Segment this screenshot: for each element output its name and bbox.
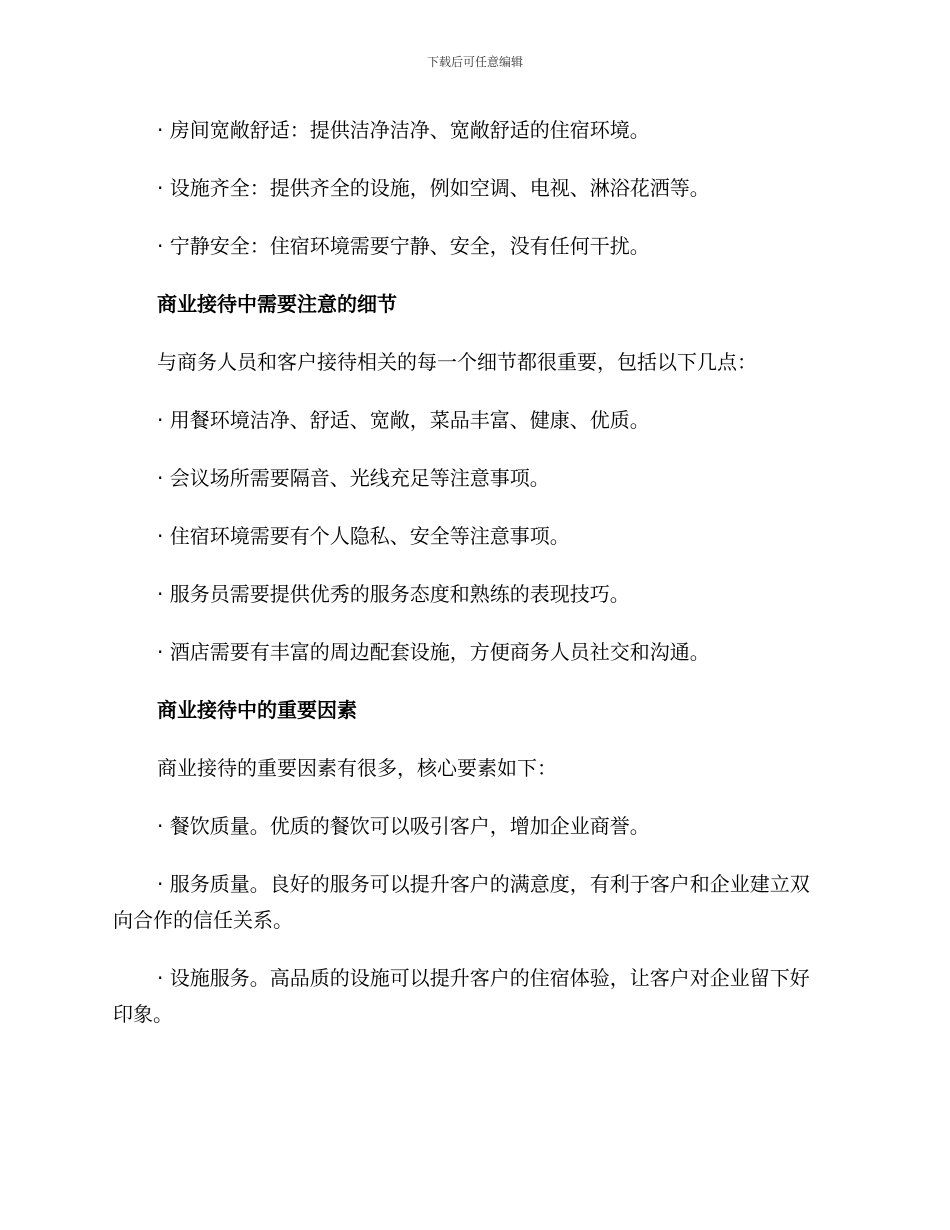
bullet-quiet-safe: · 宁静安全：住宿环境需要宁静、安全，没有任何干扰。 [157, 234, 650, 258]
bullet-meeting: · 会议场所需要隔音、光线充足等注意事项。 [157, 466, 550, 490]
bullet-hotel-amenities: · 酒店需要有丰富的周边配套设施，方便商务人员社交和沟通。 [157, 640, 710, 664]
bullet-food-quality: · 餐饮质量。优质的餐饮可以吸引客户，增加企业商誉。 [157, 814, 650, 838]
bullet-staff: · 服务员需要提供优秀的服务态度和熟练的表现技巧。 [157, 582, 630, 606]
bullet-facility-service: · 设施服务。高品质的设施可以提升客户的住宿体验，让客户对企业留下好印象。 [113, 966, 810, 1026]
bullet-service-quality: · 服务质量。良好的服务可以提升客户的满意度，有利于客户和企业建立双向合作的信任关系。 [113, 872, 810, 932]
section-heading-details: 商业接待中需要注意的细节 [157, 292, 397, 316]
bullet-dining: · 用餐环境洁净、舒适、宽敞，菜品丰富、健康、优质。 [157, 408, 650, 432]
details-intro: 与商务人员和客户接待相关的每一个细节都很重要，包括以下几点： [157, 350, 757, 374]
bullet-accommodation: · 住宿环境需要有个人隐私、安全等注意事项。 [157, 524, 570, 548]
page-header: 下载后可任意编辑 [426, 55, 523, 69]
bullet-facilities: · 设施齐全：提供齐全的设施，例如空调、电视、淋浴花洒等。 [157, 176, 710, 200]
factors-intro: 商业接待的重要因素有很多，核心要素如下： [157, 756, 557, 780]
document-body [113, 112, 825, 1032]
bullet-room-comfort: · 房间宽敞舒适：提供洁净洁净、宽敞舒适的住宿环境。 [157, 118, 650, 142]
section-heading-factors: 商业接待中的重要因素 [157, 698, 357, 722]
